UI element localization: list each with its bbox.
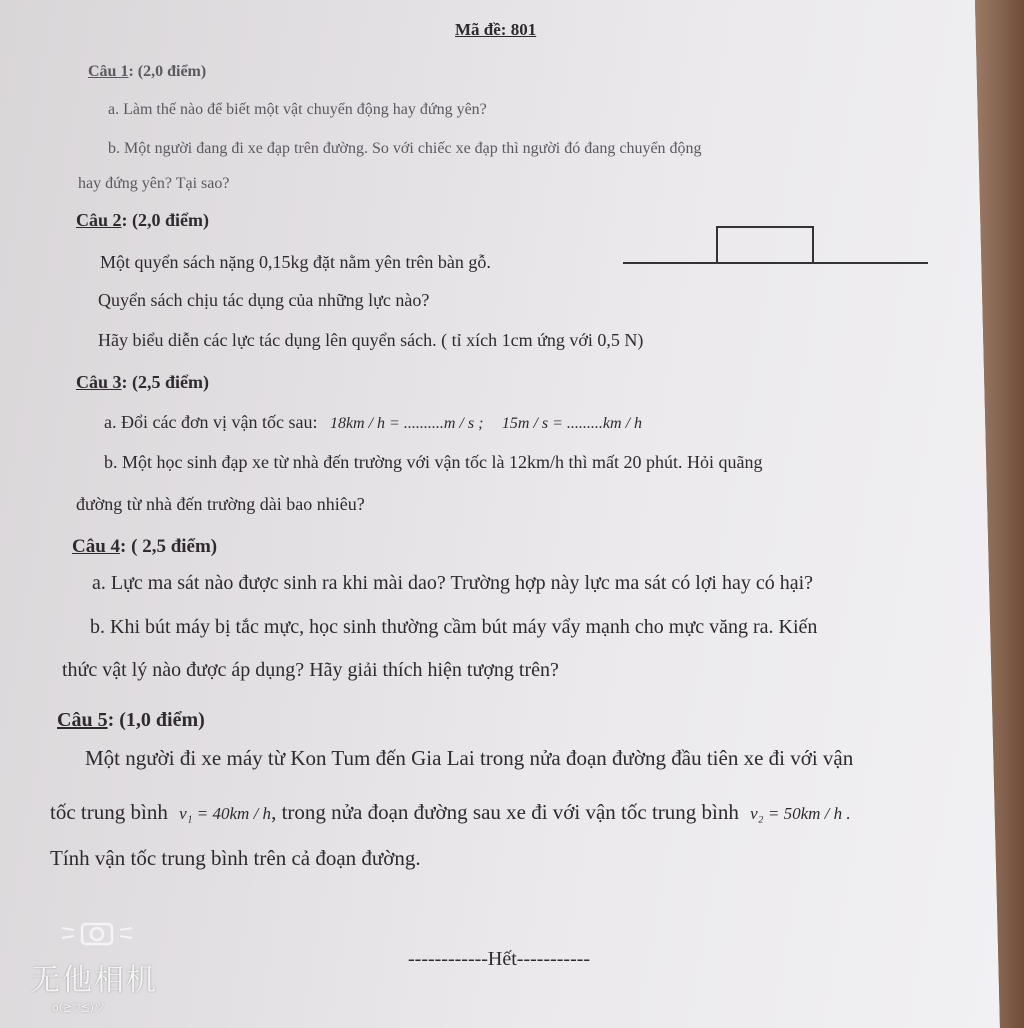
q3-conversion-2: 15m / s = .........km / h: [501, 415, 643, 432]
exam-code: Mã đề: 801: [455, 20, 537, 39]
q3-conversion-1: 18km / h = ..........m / s ;: [329, 415, 484, 432]
end-marker: ------------Hết-----------: [408, 948, 591, 970]
q3-part-b-line2: đường từ nhà đến trường dài bao nhiêu?: [76, 494, 365, 514]
q4-title: Câu 4: [72, 536, 121, 557]
q5-line2: [50, 800, 851, 825]
q4-part-b-line2: thức vật lý nào được áp dụng? Hãy giải thích hiện tượng trên?: [62, 659, 559, 681]
q4-points: : ( 2,5 điểm): [120, 536, 218, 557]
q4-part-b-line1: b. Khi bút máy bị tắc mực, học sinh thường cầm bút máy vẩy mạnh cho mực văng ra. Kiến: [90, 616, 818, 638]
q5-heading: [57, 709, 205, 732]
q2-line2: Quyển sách chịu tác dụng của những lực nào?: [98, 290, 430, 310]
camera-watermark: [30, 918, 158, 1015]
watermark-brand: 无他相机: [30, 963, 158, 998]
q3-part-a: [104, 412, 642, 433]
q3-title: Câu 3: [76, 372, 122, 392]
q5-line3: Tính vận tốc trung bình trên cả đoạn đường.: [50, 846, 421, 870]
q3-part-a-text: a. Đổi các đơn vị vận tốc sau:: [104, 412, 318, 432]
q1-part-b-line1: b. Một người đang đi xe đạp trên đường. So với chiếc xe đạp thì người đó đang chuyển động: [108, 140, 702, 157]
q2-line3: Hãy biểu diễn các lực tác dụng lên quyển sách. ( tỉ xích 1cm ứng với 0,5 N): [98, 330, 644, 350]
q1-points: : (2,0 điểm): [128, 63, 207, 80]
q5-v1-formula: v₁ = 40km / h: [179, 804, 272, 823]
q4-part-a: a. Lực ma sát nào được sinh ra khi mài dao? Trường hợp này lực ma sát có lợi hay có hại?: [92, 572, 814, 594]
q3-part-b-line1: b. Một học sinh đạp xe từ nhà đến trường với vận tốc là 12km/h thì mất 20 phút. Hỏi quãng: [104, 452, 763, 472]
q3-points: : (2,5 điểm): [121, 372, 209, 392]
q5-line2-start: tốc trung bình: [50, 800, 168, 824]
q3-heading: [76, 372, 209, 393]
q5-line1: Một người đi xe máy từ Kon Tum đến Gia Lai trong nửa đoạn đường đầu tiên xe đi với vận: [85, 746, 854, 770]
q2-points: : (2,0 điểm): [121, 210, 209, 230]
q1-heading: [88, 63, 206, 81]
q1-part-b-line2: hay đứng yên? Tại sao?: [78, 175, 230, 192]
q5-points: : (1,0 điểm): [107, 709, 205, 731]
book-shape: [716, 226, 814, 262]
table-line: [623, 262, 928, 264]
camera-icon: [60, 918, 158, 955]
q5-line2-middle: , trong nửa đoạn đường sau xe đi với vận tốc trung bình: [271, 800, 739, 824]
q1-part-a: a. Làm thế nào để biết một vật chuyển động hay đứng yên?: [108, 101, 487, 118]
q5-title: Câu 5: [57, 709, 108, 731]
q2-line1: Một quyển sách nặng 0,15kg đặt nằm yên trên bàn gỗ.: [100, 252, 491, 272]
q1-title: Câu 1: [88, 63, 129, 80]
watermark-emoticon: o(≧▽≦)ツ: [52, 1001, 106, 1014]
q4-heading: [72, 536, 217, 558]
q2-heading: [76, 210, 209, 231]
q5-v2-formula: v₂ = 50km / h .: [750, 804, 851, 823]
q2-title: Câu 2: [76, 210, 122, 230]
